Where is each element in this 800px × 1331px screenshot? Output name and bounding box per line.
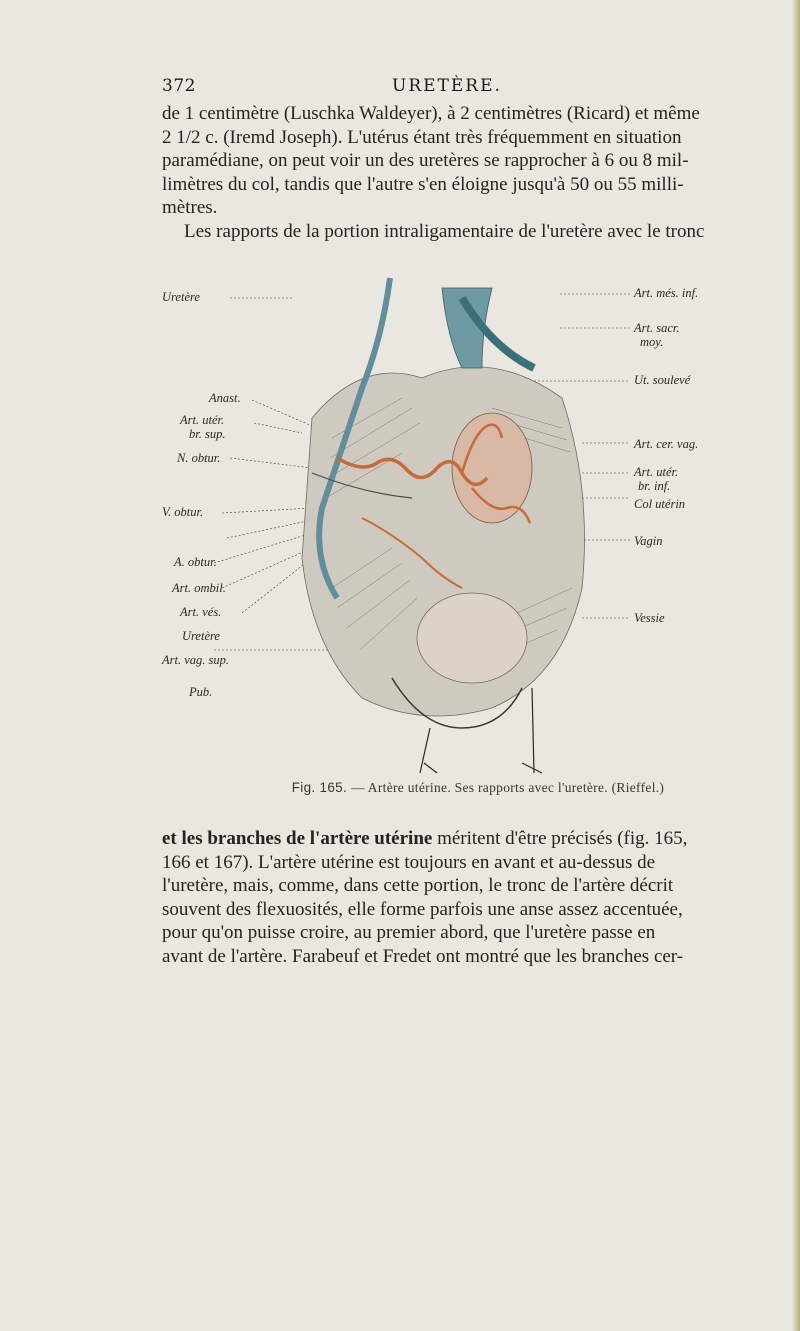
label-umbilical-artery: Art. ombil. [172,581,226,595]
page-header [162,76,800,102]
page-number: 372 [162,76,196,96]
text-line: 2 1/2 c. (Iremd Joseph). L'utérus étant très fréquemment en situation [162,126,682,148]
top-paragraph [162,102,794,244]
label-ureter-top: Uretère [162,290,200,304]
label-ureter-bottom: Uretère [182,629,220,643]
label-mid-sacral: Art. sacr. [634,321,680,335]
page-edge [792,0,800,1331]
label-pubis: Pub. [189,685,213,699]
label-uterus-lifted: Ut. soulevé [634,373,691,387]
figure-caption [162,780,794,796]
label-cervix: Col utérin [634,497,686,511]
uterine-artery-illustration [162,258,794,778]
caption-text: — Artère utérine. Ses rapports avec l'uretère. (Rieffel.) [351,780,665,795]
label-inf-mesenteric: Art. més. inf. [634,286,699,300]
label-obturator-artery: A. obtur. [174,555,217,569]
anatomical-figure [162,258,794,778]
label-mid-sacral-2: moy. [640,335,664,349]
caption-fig-number: Fig. 165. [291,780,347,795]
label-anastomosis: Anast. [209,391,241,405]
text-line [162,827,794,851]
label-vagina: Vagin [634,534,663,548]
text-line: avant de l'artère. Farabeuf et Fredet ont montré que les branches cer- [162,945,684,967]
retractor-left-icon [420,728,437,773]
text-line: limètres du col, tandis que l'autre s'en éloigne jusqu'à 50 ou 55 milli- [162,173,684,195]
bladder [417,593,527,683]
label-obturator-vein: V. obtur. [162,505,204,519]
text-line: l'uretère, mais, comme, dans cette portion, le tronc de l'artère décrit [162,875,674,897]
label-uterine-artery: Art. utér. [180,413,225,427]
label-sup-vaginal-artery: Art. vag. sup. [162,653,230,667]
text-line: Les rapports de la portion intraligamentaire de l'uretère avec le tronc [184,220,705,242]
text-line: souvent des flexuosités, elle forme parfois une anse assez accentuée, [162,898,683,920]
running-head: URETÈRE. [392,76,502,96]
bottom-paragraph [162,827,794,969]
label-obturator-nerve: N. obtur. [177,451,221,465]
retractor-right-icon [522,688,542,773]
label-uterine-artery-right: Art. utér. [634,465,679,479]
text-line: 166 et 167). L'artère utérine est toujours en avant et au-dessus de [162,851,656,873]
bold-lead: et les branches de l'artère utérine [162,828,433,849]
text-line: pour qu'on puisse croire, au premier abord, que l'uretère passe en [162,922,656,944]
label-vesical-artery: Art. vés. [180,605,222,619]
text-span: méritent d'être précisés (fig. 165, [432,828,688,849]
label-cervico-vaginal-artery: Art. cer. vag. [634,437,699,451]
text-line: paramédiane, on peut voir un des uretères se rapprocher à 6 ou 8 mil- [162,150,689,172]
label-lower-branch: br. inf. [638,479,671,493]
text-line: de 1 centimètre (Luschka Waldeyer), à 2 centimètres (Ricard) et même [162,103,700,124]
label-bladder: Vessie [634,611,665,625]
label-upper-branch: br. sup. [189,427,226,441]
text-line: mètres. [162,197,218,219]
